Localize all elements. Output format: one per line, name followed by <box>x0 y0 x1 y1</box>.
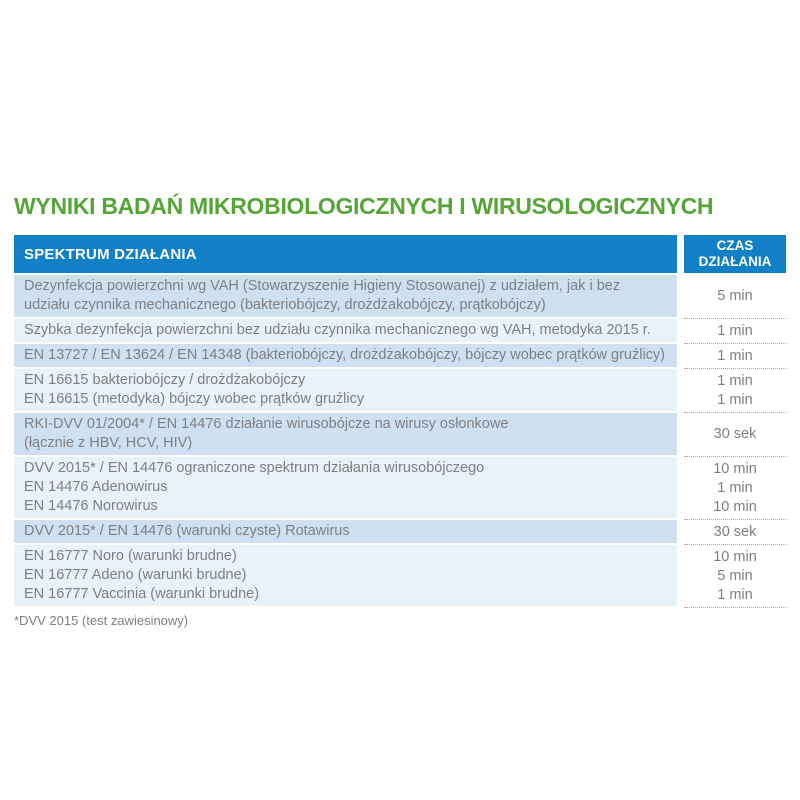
row-time-cell <box>684 413 786 457</box>
table-row <box>14 369 786 413</box>
table-row <box>14 275 786 319</box>
row-text-line: EN 14476 Adenowirus <box>24 479 168 495</box>
row-time-cell <box>684 520 786 545</box>
table-row <box>14 344 786 369</box>
time-value: 10 min <box>713 498 757 515</box>
row-text-line: EN 13727 / EN 13624 / EN 14348 (bakteriobójczy, drożdżakobójczy, bójczy wobec prątków gruźlicy) <box>24 347 666 363</box>
row-time-cell <box>684 545 786 608</box>
row-text-cell <box>14 413 677 457</box>
table-header-row <box>14 235 786 273</box>
row-text-line: Szybka dezynfekcja powierzchni bez udziału czynnika mechanicznego wg VAH, metodyka 2015 r. <box>24 322 651 338</box>
time-value: 30 sek <box>713 426 757 442</box>
time-value: 1 min <box>717 586 753 603</box>
row-text-cell <box>14 457 677 520</box>
footnote: *DVV 2015 (test zawiesinowy) <box>14 613 189 628</box>
time-value: 10 min <box>713 548 757 565</box>
table-row <box>14 520 786 545</box>
column-header-czas: CZAS DZIAŁANIA <box>684 235 786 273</box>
row-time-cell <box>684 457 786 520</box>
row-text-cell <box>14 319 677 344</box>
row-time-cell <box>684 275 786 319</box>
row-text-cell <box>14 275 677 319</box>
time-value: 5 min <box>717 288 753 304</box>
time-value: 30 sek <box>713 523 757 540</box>
row-text-cell <box>14 520 677 545</box>
row-text-line: EN 16777 Noro (warunki brudne) <box>24 548 237 564</box>
results-table <box>14 235 786 608</box>
time-value: 10 min <box>713 460 757 477</box>
row-text-line: DVV 2015* / EN 14476 (warunki czyste) Rotawirus <box>24 523 350 539</box>
row-text-cell <box>14 344 677 369</box>
time-value: 1 min <box>717 347 753 364</box>
row-text-line: Dezynfekcja powierzchni wg VAH (Stowarzyszenie Higieny Stosowanej) z udziałem, jak i bez <box>24 278 621 294</box>
table-row <box>14 319 786 344</box>
page-title: WYNIKI BADAŃ MIKROBIOLOGICZNYCH I WIRUSOLOGICZNYCH <box>14 193 714 219</box>
row-text-line: EN 16777 Adeno (warunki brudne) <box>24 567 247 583</box>
row-text-line: EN 14476 Norowirus <box>24 498 158 514</box>
table-row <box>14 457 786 520</box>
row-text-line: EN 16615 bakteriobójczy / drożdżakobójczy <box>24 372 306 388</box>
table-row <box>14 545 786 608</box>
time-value: 1 min <box>717 479 753 496</box>
row-text-line: (łącznie z HBV, HCV, HIV) <box>24 435 193 451</box>
row-text-line: EN 16777 Vaccinia (warunki brudne) <box>24 586 260 602</box>
time-value: 5 min <box>717 567 753 584</box>
time-value: 1 min <box>717 322 753 339</box>
row-time-cell <box>684 319 786 344</box>
row-time-cell <box>684 344 786 369</box>
row-time-cell <box>684 369 786 413</box>
time-value: 1 min <box>717 372 753 389</box>
row-text-line: EN 16615 (metodyka) bójczy wobec prątków gruźlicy <box>24 391 365 407</box>
column-header-spektrum: SPEKTRUM DZIAŁANIA <box>14 235 677 273</box>
row-text-line: DVV 2015* / EN 14476 ograniczone spektrum działania wirusobójczego <box>24 460 485 476</box>
row-text-line: udziału czynnika mechanicznego (bakteriobójczy, drożdżakobójczy, prątkobójczy) <box>24 297 546 313</box>
time-value: 1 min <box>717 391 753 408</box>
row-text-line: RKI-DVV 01/2004* / EN 14476 działanie wirusobójcze na wirusy osłonkowe <box>24 416 509 432</box>
table-row <box>14 413 786 457</box>
row-text-cell <box>14 369 677 413</box>
row-text-cell <box>14 545 677 608</box>
